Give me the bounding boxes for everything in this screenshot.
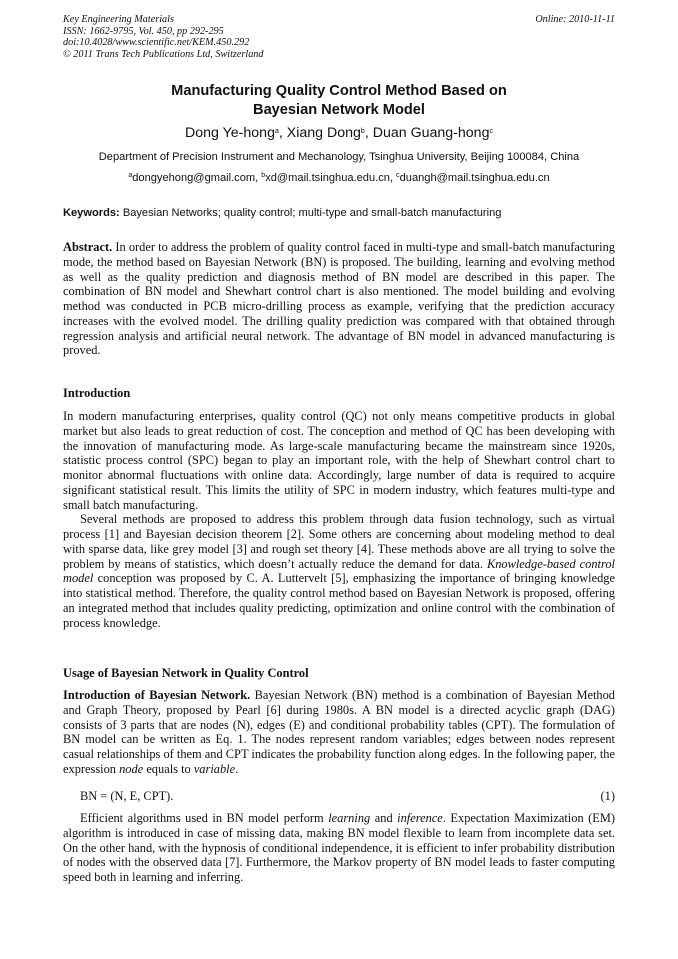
email-superscript: c [396,172,400,179]
author-name: Xiang Dong [286,125,361,141]
author-superscript: c [489,128,493,135]
bn-intro-body [63,688,615,777]
email-superscript: b [261,172,266,179]
equation-text: BN = (N, E, CPT). [80,789,174,803]
intro-p2-text: conception was proposed by C. A. Luttervelt [5], emphasizing the importance of bringing knowledge into statistical method. Therefore, the quality control method based on Bayesian Network is proposed, offering an integrated method that includes quality predicting, optimization and online control with the combination of process knowledge. [63,571,615,630]
bn-p1-period: . [235,761,239,776]
author-superscript: a [274,128,279,135]
bn-p2-text: and [374,811,393,825]
affiliation: Department of Precision Instrument and Mechanology, Tsinghua University, Beijing 100084, China [98,151,580,163]
author-name: Duan Guang-hong [372,125,490,141]
keywords-label: Keywords: [63,207,120,219]
title-line-2: Bayesian Network Model [253,101,425,118]
bn-p1-text: Bayesian Network (BN) method is a combination of Bayesian Method and Graph Theory, proposed by Pearl [6] during 1980s. A BN model is a directed acyclic graph (DAG) consists of 3 parts that are nodes (N), edges (E) and conditional probability tables (CPT). The formulation of BN model can be written as Eq. 1. The nodes represent random variables; edges between nodes represent casual relationships of them and CPT indicates the probability function along edges. In the following paper, the expression [63,688,615,776]
title-line-1: Manufacturing Quality Control Method Based on [171,83,507,99]
email-address: duangh@mail.tsinghua.edu.cn [399,172,550,184]
bn-paragraph-2 [63,811,615,885]
journal-header [63,14,615,60]
intro-paragraph-2 [63,512,615,630]
intro-paragraph-1: In modern manufacturing enterprises, quality control (QC) not only means competitive products in global market but also leads to great reduction of cost. The conception and method of QC has been developing with the innovation of manufacturing mode. As large-scale manufacturing became the mainstream since 1920s, statistic process control (SPC) began to play an important role, with the help of Shewhart control chart to monitor abnormal fluctuations with online data. Accordingly, large number of data is required to acquire significant statistical result. This limits the utility of SPC in modern industry, which features multi-type and small batch manufacturing. [63,409,615,512]
email-address: dongyehong@gmail.com [132,172,256,184]
bn-p1-text: equals to [146,761,191,776]
author-superscript: b [360,128,365,135]
equation-line [80,789,615,804]
email-separator: , [389,172,397,184]
intro-p2-italic: Knowledge-based control model [63,556,615,586]
bn-p2-italic-learning: learning [328,811,371,825]
email-list [63,171,615,185]
author-separator: , [364,125,373,141]
bn-p1-italic-variable: variable [193,761,236,776]
email-superscript: a [128,172,133,179]
paper-title [63,82,615,119]
bn-algorithms-body [63,811,615,885]
abstract-text: In order to address the problem of quality control faced in multi-type and small-batch manufacturing mode, the method based on Bayesian Network (BN) is proposed. The building, learning and evolving method as well as the quality prediction and diagnosis method of BN model are described in this paper. The combination of BN model and Shewhart control chart is also mentioned. The model building and evolving method was conducted in PCB micro-drilling process as example, verifying that the prediction accuracy increases with the evolved model. The drilling quality prediction was compared with that obtained through regression analysis and artificial neural network. The advantage of BN model in advanced manufacturing is proved. [63,240,615,358]
introduction-heading: Introduction [63,386,131,400]
usage-heading: Usage of Bayesian Network in Quality Control [63,666,309,680]
keywords-line [63,206,615,220]
email-address: xd@mail.tsinghua.edu.cn [265,172,390,184]
author-list [63,124,615,142]
abstract-label: Abstract. [63,240,113,254]
equation-number: (1) [600,789,615,803]
keywords-text: Bayesian Networks; quality control; multi-type and small-batch manufacturing [122,207,502,219]
issn-line: ISSN: 1662-9795, Vol. 450, pp 292-295 [63,25,224,37]
introduction-body [63,409,615,630]
bn-p2-text: . Expectation Maximization (EM) algorithm is introduced in case of missing data, making BN model flexible to learn from incomplete data set. On the other hand, with the hypnosis of conditional independence, it is efficient to infer probability distribution of nodes with the observed data [7]. Furthermore, the Markov property of BN model leads to faster computing speed both in learning and inferring. [63,811,615,884]
online-date: Online: 2010-11-11 [535,14,615,25]
journal-name: Key Engineering Materials [63,14,174,25]
intro-p2-text: Several methods are proposed to address this problem through data fusion technology, such as virtual process [1] and Bayesian decision theorem [2]. Some others are concerning about modeling method to deal with sparse data, like grey model [3] and rough set theory [4]. These methods above are all trying to solve the problem by means of statistics, which doesn’t actually reduce the demand for data. [63,512,615,571]
bn-p1-italic-node: node [119,761,144,776]
bn-paragraph-1 [63,688,615,777]
doi-line: doi:10.4028/www.scientific.net/KEM.450.292 [63,37,250,49]
bn-p2-text: Efficient algorithms used in BN model perform [80,811,324,825]
email-separator: , [255,172,262,184]
abstract-block [63,240,615,358]
copyright-line: © 2011 Trans Tech Publications Ltd, Switzerland [63,48,264,60]
author-separator: , [278,125,287,141]
bn-p2-italic-inference: inference [397,811,443,825]
bn-subheading: Introduction of Bayesian Network. [63,688,251,702]
author-name: Dong Ye-hong [185,125,275,141]
